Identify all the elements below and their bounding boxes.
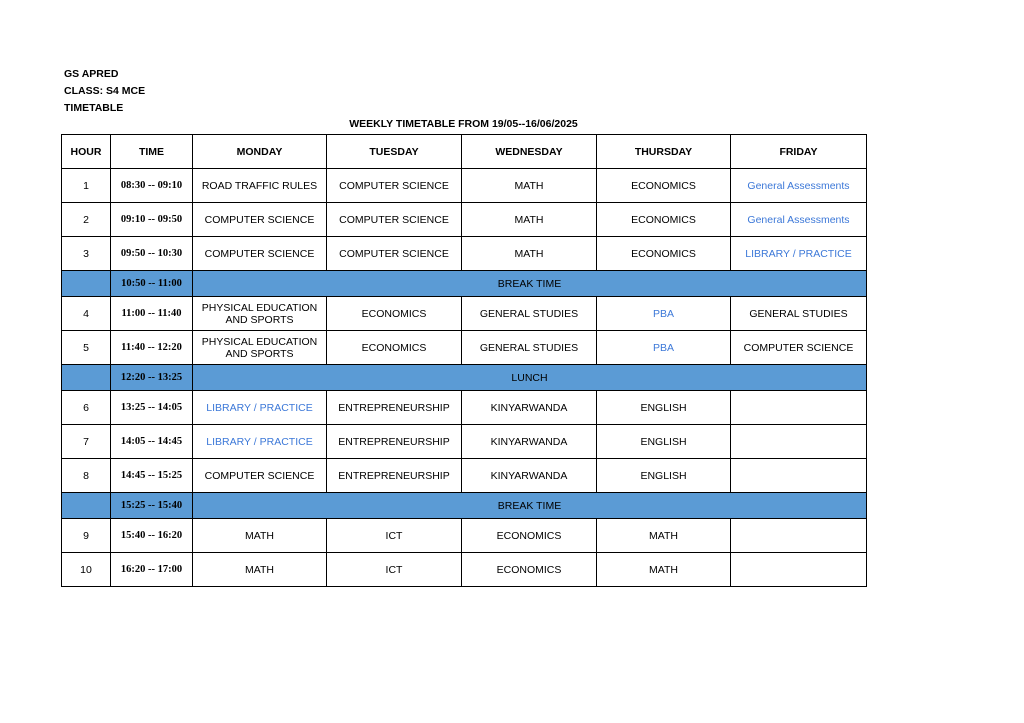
hour-cell [62, 493, 111, 519]
time-cell: 11:40 -- 12:20 [111, 331, 193, 365]
monday-cell: LIBRARY / PRACTICE [193, 391, 327, 425]
time-cell: 09:50 -- 10:30 [111, 237, 193, 271]
wednesday-cell: KINYARWANDA [462, 459, 597, 493]
friday-cell: GENERAL STUDIES [731, 297, 867, 331]
break-row [62, 493, 867, 519]
column-header: WEDNESDAY [462, 135, 597, 169]
column-header: TIME [111, 135, 193, 169]
table-row [62, 425, 867, 459]
wednesday-cell: KINYARWANDA [462, 425, 597, 459]
hour-cell: 1 [62, 169, 111, 203]
tuesday-cell: ENTREPRENEURSHIP [327, 391, 462, 425]
hour-cell: 6 [62, 391, 111, 425]
thursday-cell: ENGLISH [597, 391, 731, 425]
table-row [62, 237, 867, 271]
wednesday-cell: MATH [462, 169, 597, 203]
break-label: BREAK TIME [193, 493, 867, 519]
hour-cell: 9 [62, 519, 111, 553]
thursday-cell: ECONOMICS [597, 169, 731, 203]
time-cell: 14:05 -- 14:45 [111, 425, 193, 459]
wednesday-cell: GENERAL STUDIES [462, 297, 597, 331]
doc-type-label: TIMETABLE [64, 102, 124, 114]
table-row [62, 519, 867, 553]
monday-cell: MATH [193, 553, 327, 587]
tuesday-cell: COMPUTER SCIENCE [327, 237, 462, 271]
friday-cell: LIBRARY / PRACTICE [731, 237, 867, 271]
hour-cell: 8 [62, 459, 111, 493]
time-cell: 10:50 -- 11:00 [111, 271, 193, 297]
lunch-label: LUNCH [193, 365, 867, 391]
time-cell: 15:25 -- 15:40 [111, 493, 193, 519]
wednesday-cell: ECONOMICS [462, 519, 597, 553]
table-row [62, 203, 867, 237]
time-cell: 12:20 -- 13:25 [111, 365, 193, 391]
timetable [61, 134, 867, 587]
hour-cell: 10 [62, 553, 111, 587]
thursday-cell: MATH [597, 519, 731, 553]
friday-cell [731, 553, 867, 587]
tuesday-cell: COMPUTER SCIENCE [327, 203, 462, 237]
time-cell: 15:40 -- 16:20 [111, 519, 193, 553]
break-row [62, 271, 867, 297]
hour-cell: 3 [62, 237, 111, 271]
tuesday-cell: ENTREPRENEURSHIP [327, 459, 462, 493]
wednesday-cell: GENERAL STUDIES [462, 331, 597, 365]
thursday-cell: ECONOMICS [597, 203, 731, 237]
header-row [62, 135, 867, 169]
thursday-cell: ECONOMICS [597, 237, 731, 271]
tuesday-cell: ICT [327, 553, 462, 587]
monday-cell: COMPUTER SCIENCE [193, 237, 327, 271]
wednesday-cell: ECONOMICS [462, 553, 597, 587]
table-row [62, 391, 867, 425]
column-header: MONDAY [193, 135, 327, 169]
tuesday-cell: ECONOMICS [327, 331, 462, 365]
monday-cell: COMPUTER SCIENCE [193, 203, 327, 237]
monday-cell: MATH [193, 519, 327, 553]
tuesday-cell: ICT [327, 519, 462, 553]
wednesday-cell: MATH [462, 203, 597, 237]
friday-cell: General Assessments [731, 203, 867, 237]
monday-cell: PHYSICAL EDUCATION AND SPORTS [193, 331, 327, 365]
thursday-cell: ENGLISH [597, 425, 731, 459]
hour-cell: 4 [62, 297, 111, 331]
tuesday-cell: COMPUTER SCIENCE [327, 169, 462, 203]
document-header [64, 66, 145, 117]
timetable-title: WEEKLY TIMETABLE FROM 19/05--16/06/2025 [349, 118, 578, 130]
friday-cell [731, 459, 867, 493]
friday-cell [731, 519, 867, 553]
column-header: HOUR [62, 135, 111, 169]
thursday-cell: PBA [597, 331, 731, 365]
hour-cell: 2 [62, 203, 111, 237]
wednesday-cell: MATH [462, 237, 597, 271]
tuesday-cell: ECONOMICS [327, 297, 462, 331]
column-header: THURSDAY [597, 135, 731, 169]
time-cell: 13:25 -- 14:05 [111, 391, 193, 425]
table-row [62, 331, 867, 365]
thursday-cell: PBA [597, 297, 731, 331]
monday-cell: PHYSICAL EDUCATION AND SPORTS [193, 297, 327, 331]
table-row [62, 459, 867, 493]
table-row [62, 169, 867, 203]
table-row [62, 553, 867, 587]
time-cell: 09:10 -- 09:50 [111, 203, 193, 237]
monday-cell: ROAD TRAFFIC RULES [193, 169, 327, 203]
hour-cell: 7 [62, 425, 111, 459]
hour-cell: 5 [62, 331, 111, 365]
thursday-cell: MATH [597, 553, 731, 587]
monday-cell: LIBRARY / PRACTICE [193, 425, 327, 459]
friday-cell [731, 425, 867, 459]
hour-cell [62, 271, 111, 297]
friday-cell [731, 391, 867, 425]
time-cell: 08:30 -- 09:10 [111, 169, 193, 203]
time-cell: 16:20 -- 17:00 [111, 553, 193, 587]
hour-cell [62, 365, 111, 391]
tuesday-cell: ENTREPRENEURSHIP [327, 425, 462, 459]
wednesday-cell: KINYARWANDA [462, 391, 597, 425]
column-header: TUESDAY [327, 135, 462, 169]
friday-cell: General Assessments [731, 169, 867, 203]
class-label: CLASS: S4 MCE [64, 85, 146, 97]
break-label: BREAK TIME [193, 271, 867, 297]
school-name: GS APRED [64, 68, 119, 80]
time-cell: 14:45 -- 15:25 [111, 459, 193, 493]
table-row [62, 297, 867, 331]
thursday-cell: ENGLISH [597, 459, 731, 493]
break-row [62, 365, 867, 391]
friday-cell: COMPUTER SCIENCE [731, 331, 867, 365]
time-cell: 11:00 -- 11:40 [111, 297, 193, 331]
monday-cell: COMPUTER SCIENCE [193, 459, 327, 493]
column-header: FRIDAY [731, 135, 867, 169]
